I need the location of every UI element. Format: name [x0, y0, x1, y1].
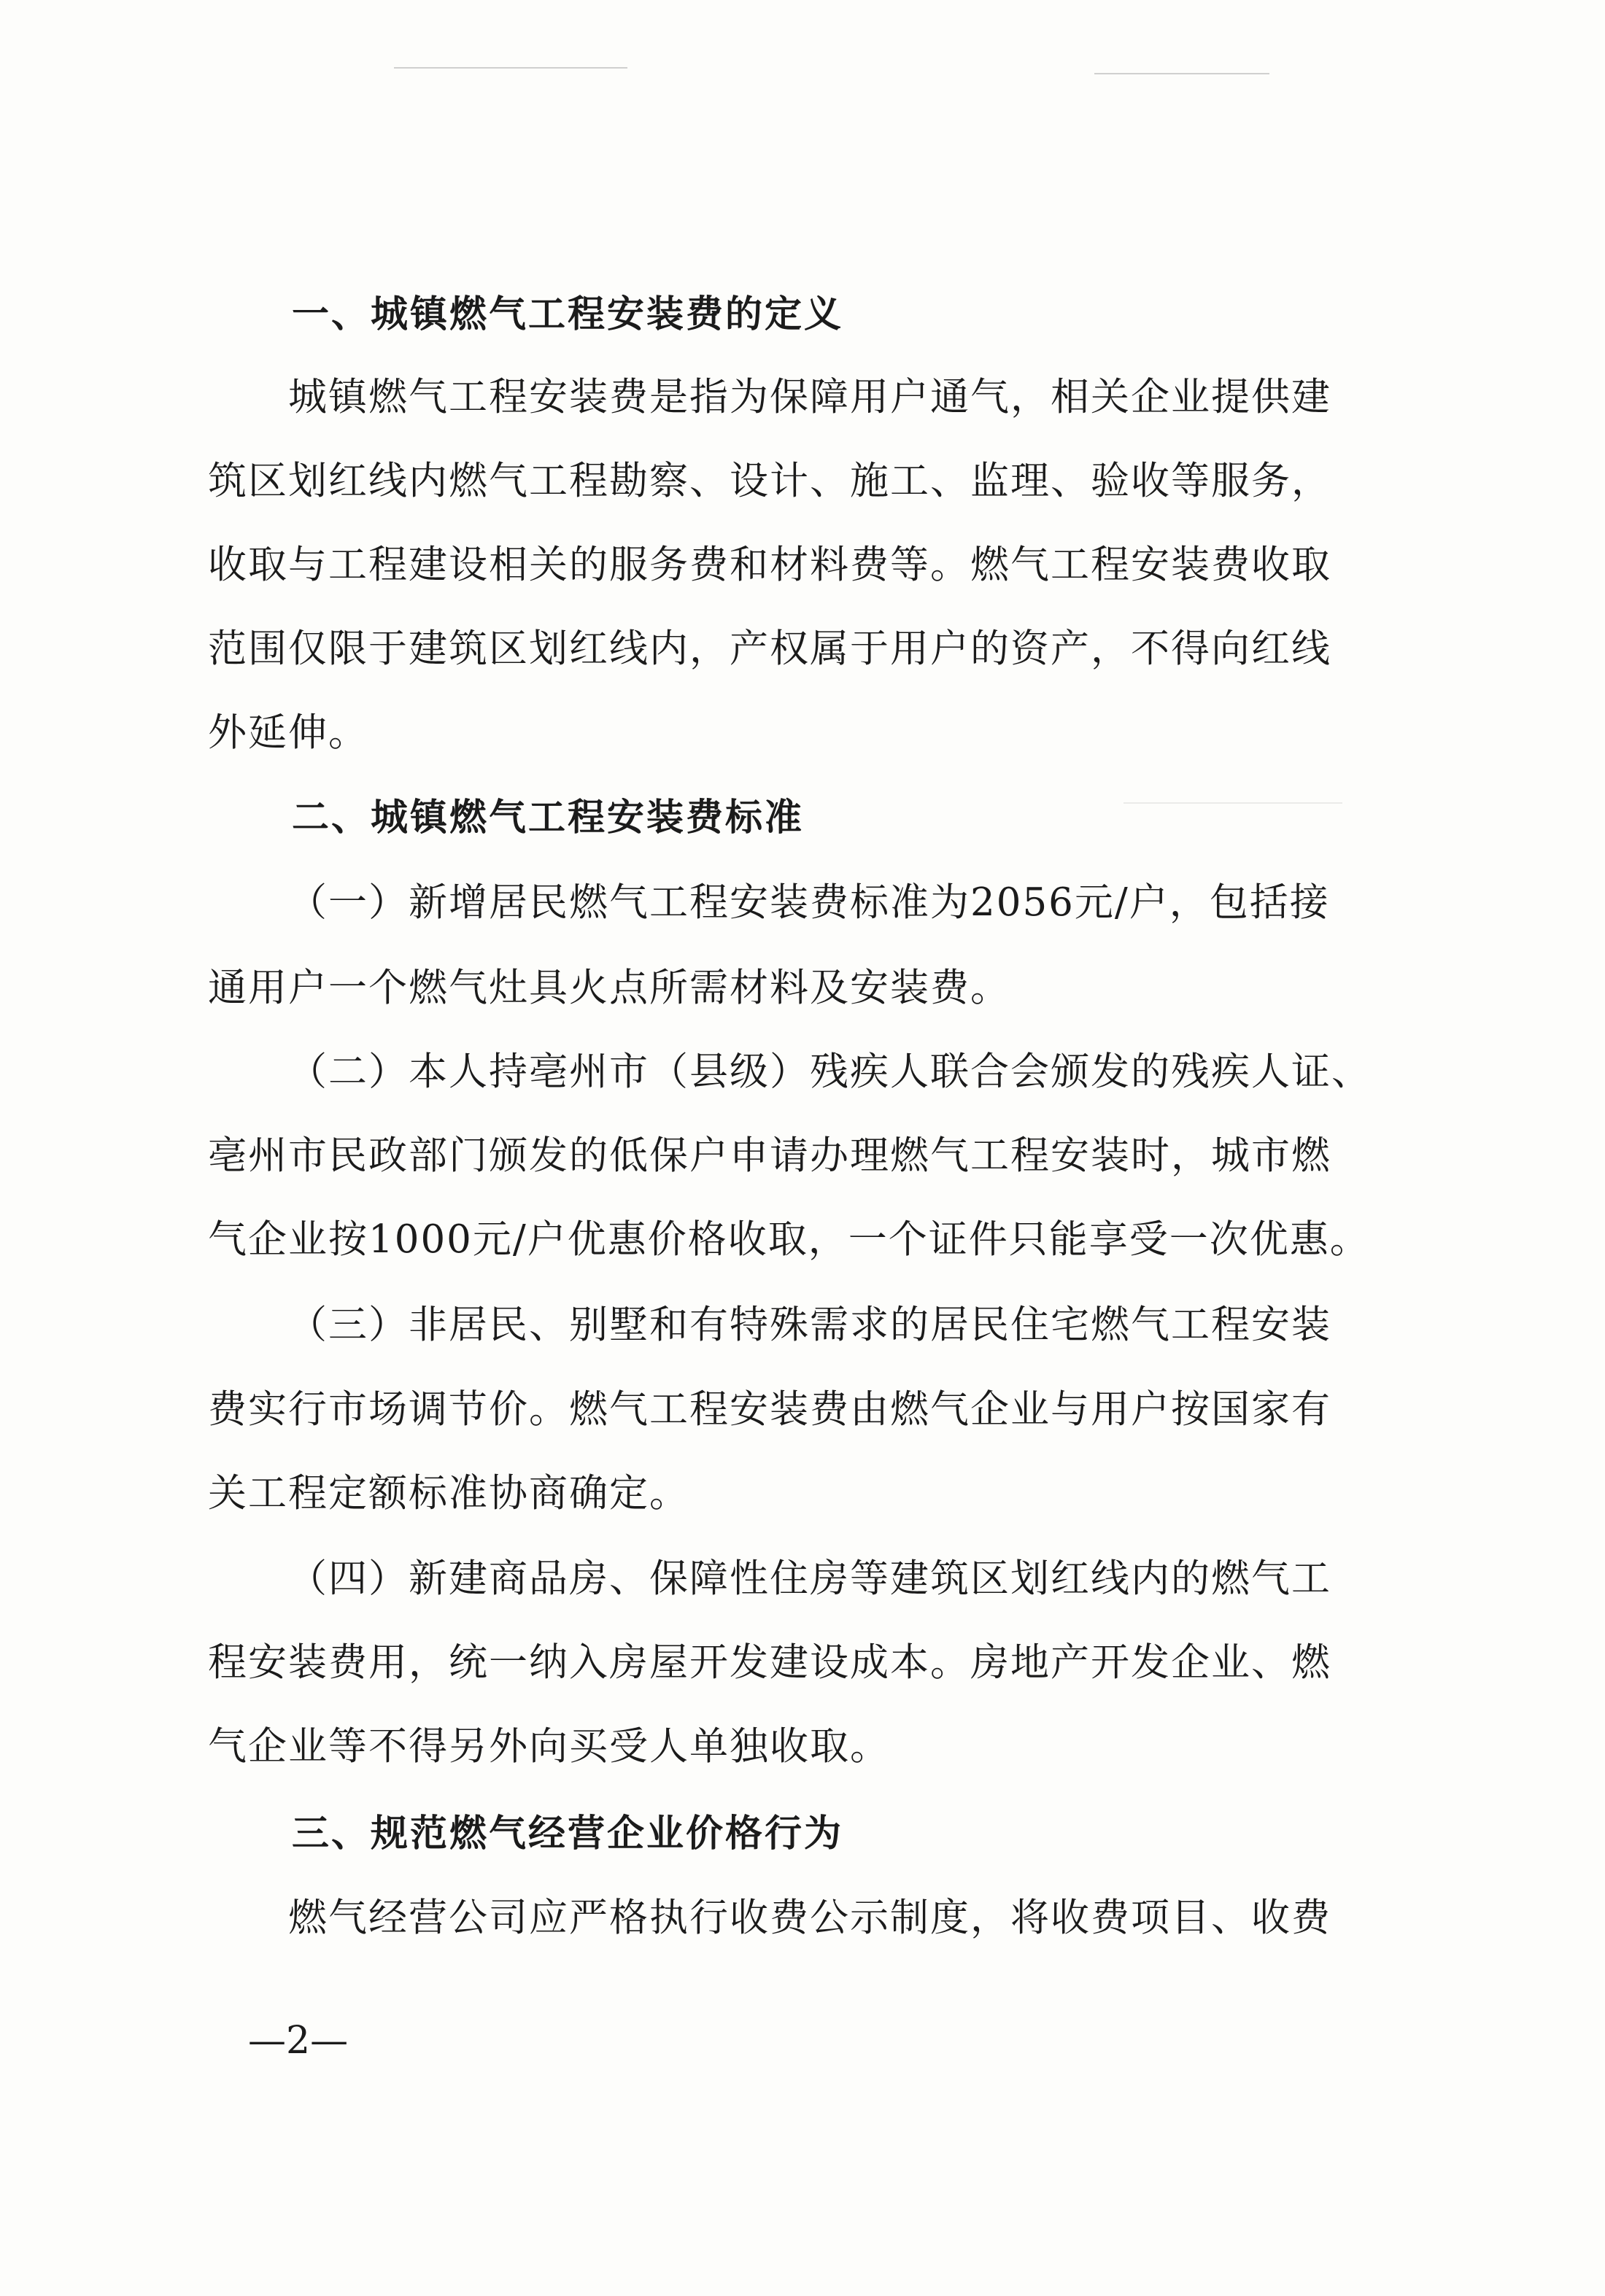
paragraph-line: （三）非居民、别墅和有特殊需求的居民住宅燃气工程安装: [288, 1303, 1331, 1347]
paragraph-line: （二）本人持亳州市（县级）残疾人联合会颁发的残疾人证、: [288, 1050, 1372, 1094]
paragraph-line: 通用户一个燃气灶具火点所需材料及安装费。: [208, 966, 1010, 1010]
paragraph-line: 程安装费用，统一纳入房屋开发建设成本。房地产开发企业、燃: [208, 1640, 1331, 1685]
scan-mark: [394, 67, 627, 69]
paragraph-line: 外延伸。: [208, 710, 368, 755]
section-heading-2: 二、城镇燃气工程安装费标准: [292, 796, 805, 839]
paragraph-line: 城镇燃气工程安装费是指为保障用户通气，相关企业提供建: [288, 375, 1331, 419]
paragraph-line: 燃气经营公司应严格执行收费公示制度，将收费项目、收费: [288, 1896, 1331, 1940]
paragraph-line: （四）新建商品房、保障性住房等建筑区划红线内的燃气工: [288, 1556, 1331, 1601]
paragraph-line: 气企业按1000元/户优惠价格收取，一个证件只能享受一次优惠。: [208, 1217, 1370, 1262]
section-heading-1: 一、城镇燃气工程安装费的定义: [292, 293, 844, 336]
section-heading-3: 三、规范燃气经营企业价格行为: [292, 1812, 844, 1855]
scan-mark: [1094, 73, 1269, 74]
paragraph-line: 筑区划红线内燃气工程勘察、设计、施工、监理、验收等服务，: [208, 459, 1331, 503]
paragraph-line: 费实行市场调节价。燃气工程安装费由燃气企业与用户按国家有: [208, 1387, 1331, 1432]
page-number: —2—: [248, 2019, 349, 2063]
paragraph-line: 关工程定额标准协商确定。: [208, 1471, 689, 1516]
paragraph-line: 收取与工程建设相关的服务费和材料费等。燃气工程安装费收取: [208, 543, 1331, 587]
paragraph-line: （一）新增居民燃气工程安装费标准为2056元/户，包括接: [288, 880, 1330, 925]
paragraph-line: 气企业等不得另外向买受人单独收取。: [208, 1724, 890, 1769]
paragraph-line: 范围仅限于建筑区划红线内，产权属于用户的资产，不得向红线: [208, 627, 1331, 671]
paragraph-line: 亳州市民政部门颁发的低保户申请办理燃气工程安装时，城市燃: [208, 1133, 1331, 1178]
